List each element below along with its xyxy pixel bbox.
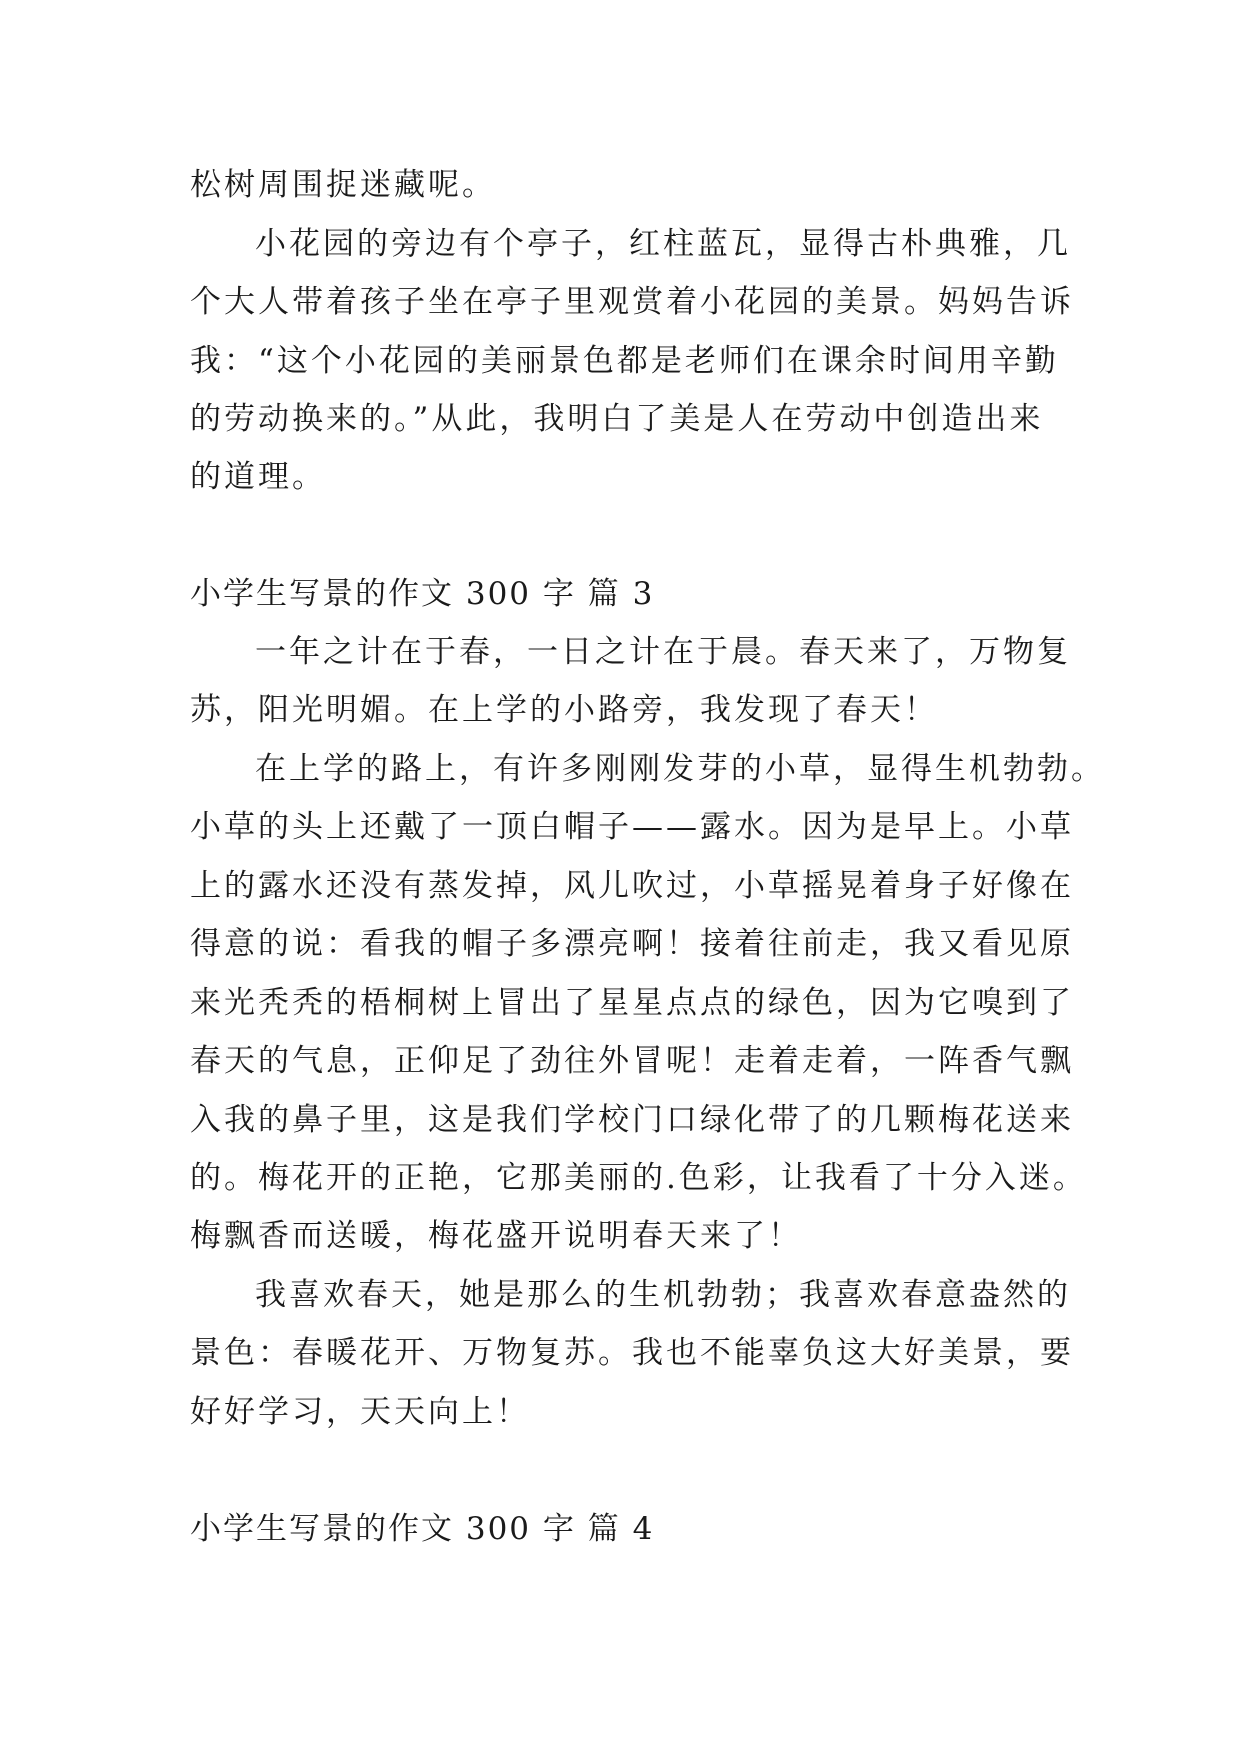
paragraph-line: 松树周围捉迷藏呢。: [190, 167, 496, 203]
section-heading: 小学生写景的作文 300 字 篇 4: [190, 1511, 655, 1547]
paragraph-line: 苏，阳光明媚。在上学的小路旁，我发现了春天！: [190, 692, 938, 728]
paragraph-line: 我：“这个小花园的美丽景色都是老师们在课余时间用辛勤: [190, 343, 1059, 379]
paragraph-line: 景色：春暖花开、万物复苏。我也不能辜负这大好美景，要: [190, 1335, 1074, 1371]
paragraph-line: 个大人带着孩子坐在亭子里观赏着小花园的美景。妈妈告诉: [190, 284, 1074, 320]
paragraph-line: 入我的鼻子里，这是我们学校门口绿化带了的几颗梅花送来: [190, 1102, 1074, 1138]
paragraph-line: 在上学的路上，有许多刚刚发芽的小草，显得生机勃勃。: [255, 751, 1105, 787]
paragraph-line: 一年之计在于春，一日之计在于晨。春天来了，万物复: [255, 634, 1071, 670]
paragraph-line: 梅飘香而送暖，梅花盛开说明春天来了！: [190, 1218, 802, 1254]
paragraph-line: 春天的气息，正仰足了劲往外冒呢！走着走着，一阵香气飘: [190, 1043, 1074, 1079]
paragraph-line: 的道理。: [190, 459, 326, 495]
paragraph-line: 的。梅花开的正艳，它那美丽的.色彩，让我看了十分入迷。: [190, 1160, 1087, 1196]
paragraph-line: 得意的说：看我的帽子多漂亮啊！接着往前走，我又看见原: [190, 926, 1074, 962]
paragraph-line: 小草的头上还戴了一顶白帽子——露水。因为是早上。小草: [190, 809, 1074, 845]
paragraph-line: 来光秃秃的梧桐树上冒出了星星点点的绿色，因为它嗅到了: [190, 985, 1074, 1021]
paragraph-line: 我喜欢春天，她是那么的生机勃勃；我喜欢春意盎然的: [255, 1277, 1071, 1313]
paragraph-line: 小花园的旁边有个亭子，红柱蓝瓦，显得古朴典雅，几: [255, 226, 1071, 262]
paragraph-line: 的劳动换来的。”从此，我明白了美是人在劳动中创造出来: [190, 401, 1044, 437]
section-heading: 小学生写景的作文 300 字 篇 3: [190, 576, 655, 612]
paragraph-line: 好好学习，天天向上！: [190, 1394, 530, 1430]
paragraph-line: 上的露水还没有蒸发掉，风儿吹过，小草摇晃着身子好像在: [190, 868, 1074, 904]
